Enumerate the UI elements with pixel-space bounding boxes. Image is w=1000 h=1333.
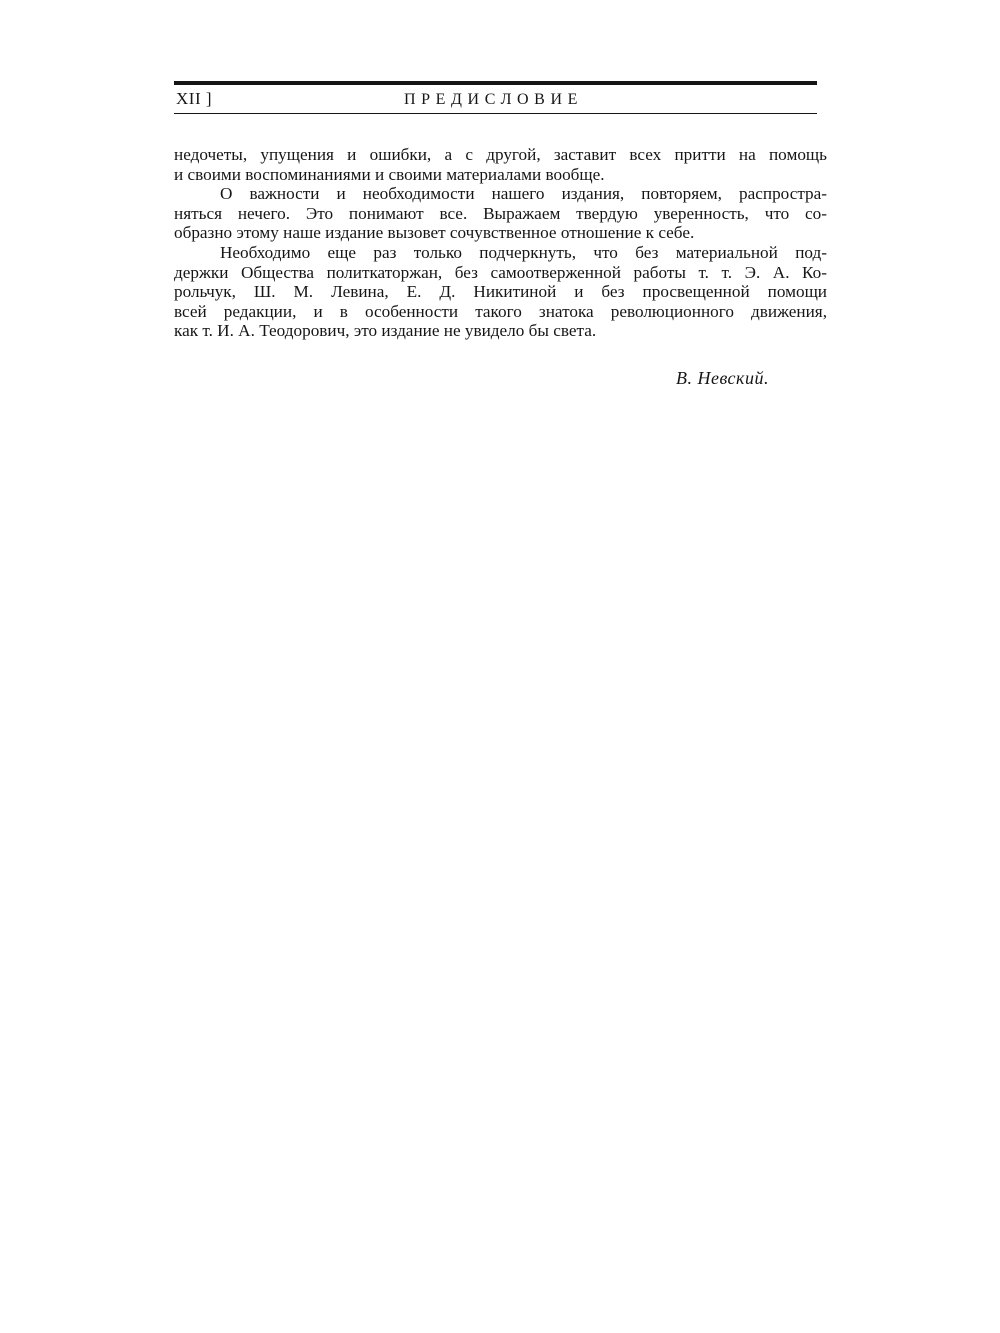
text-line: няться нечего. Это понимают все. Выражаем твердую уверенность, что со-	[174, 203, 827, 223]
running-title: ПРЕДИСЛОВИЕ	[404, 91, 583, 108]
text-line: недочеты, упущения и ошибки, а с другой, заставит всех притти на помощь	[174, 145, 827, 164]
text-line: рольчук, Ш. М. Левина, Е. Д. Никитиной и без просвещенной помощи	[174, 282, 827, 302]
text-line: О важности и необходимости нашего издания, повторяем, распростра-	[220, 184, 827, 204]
header-rule-top	[174, 81, 817, 85]
text-line: всей редакции, и в особенности такого знатока революционного движения,	[174, 301, 827, 321]
page-number: XII ]	[176, 89, 213, 108]
text-line: как т. И. А. Теодорович, это издание не увидело бы света.	[174, 321, 597, 341]
text-line: держки Общества политкаторжан, без самоотверженной работы т. т. Э. А. Ко-	[174, 262, 827, 282]
text-line: и своими воспоминаниями и своими материалами вообще.	[174, 164, 605, 184]
text-line: образно этому наше издание вызовет сочувственное отношение к себе.	[174, 223, 695, 243]
author-signature: В. Невский.	[676, 368, 769, 388]
header-rule-bottom	[174, 113, 817, 114]
text-line: Необходимо еще раз только подчеркнуть, что без материальной под-	[220, 242, 827, 262]
body-text	[174, 145, 827, 341]
